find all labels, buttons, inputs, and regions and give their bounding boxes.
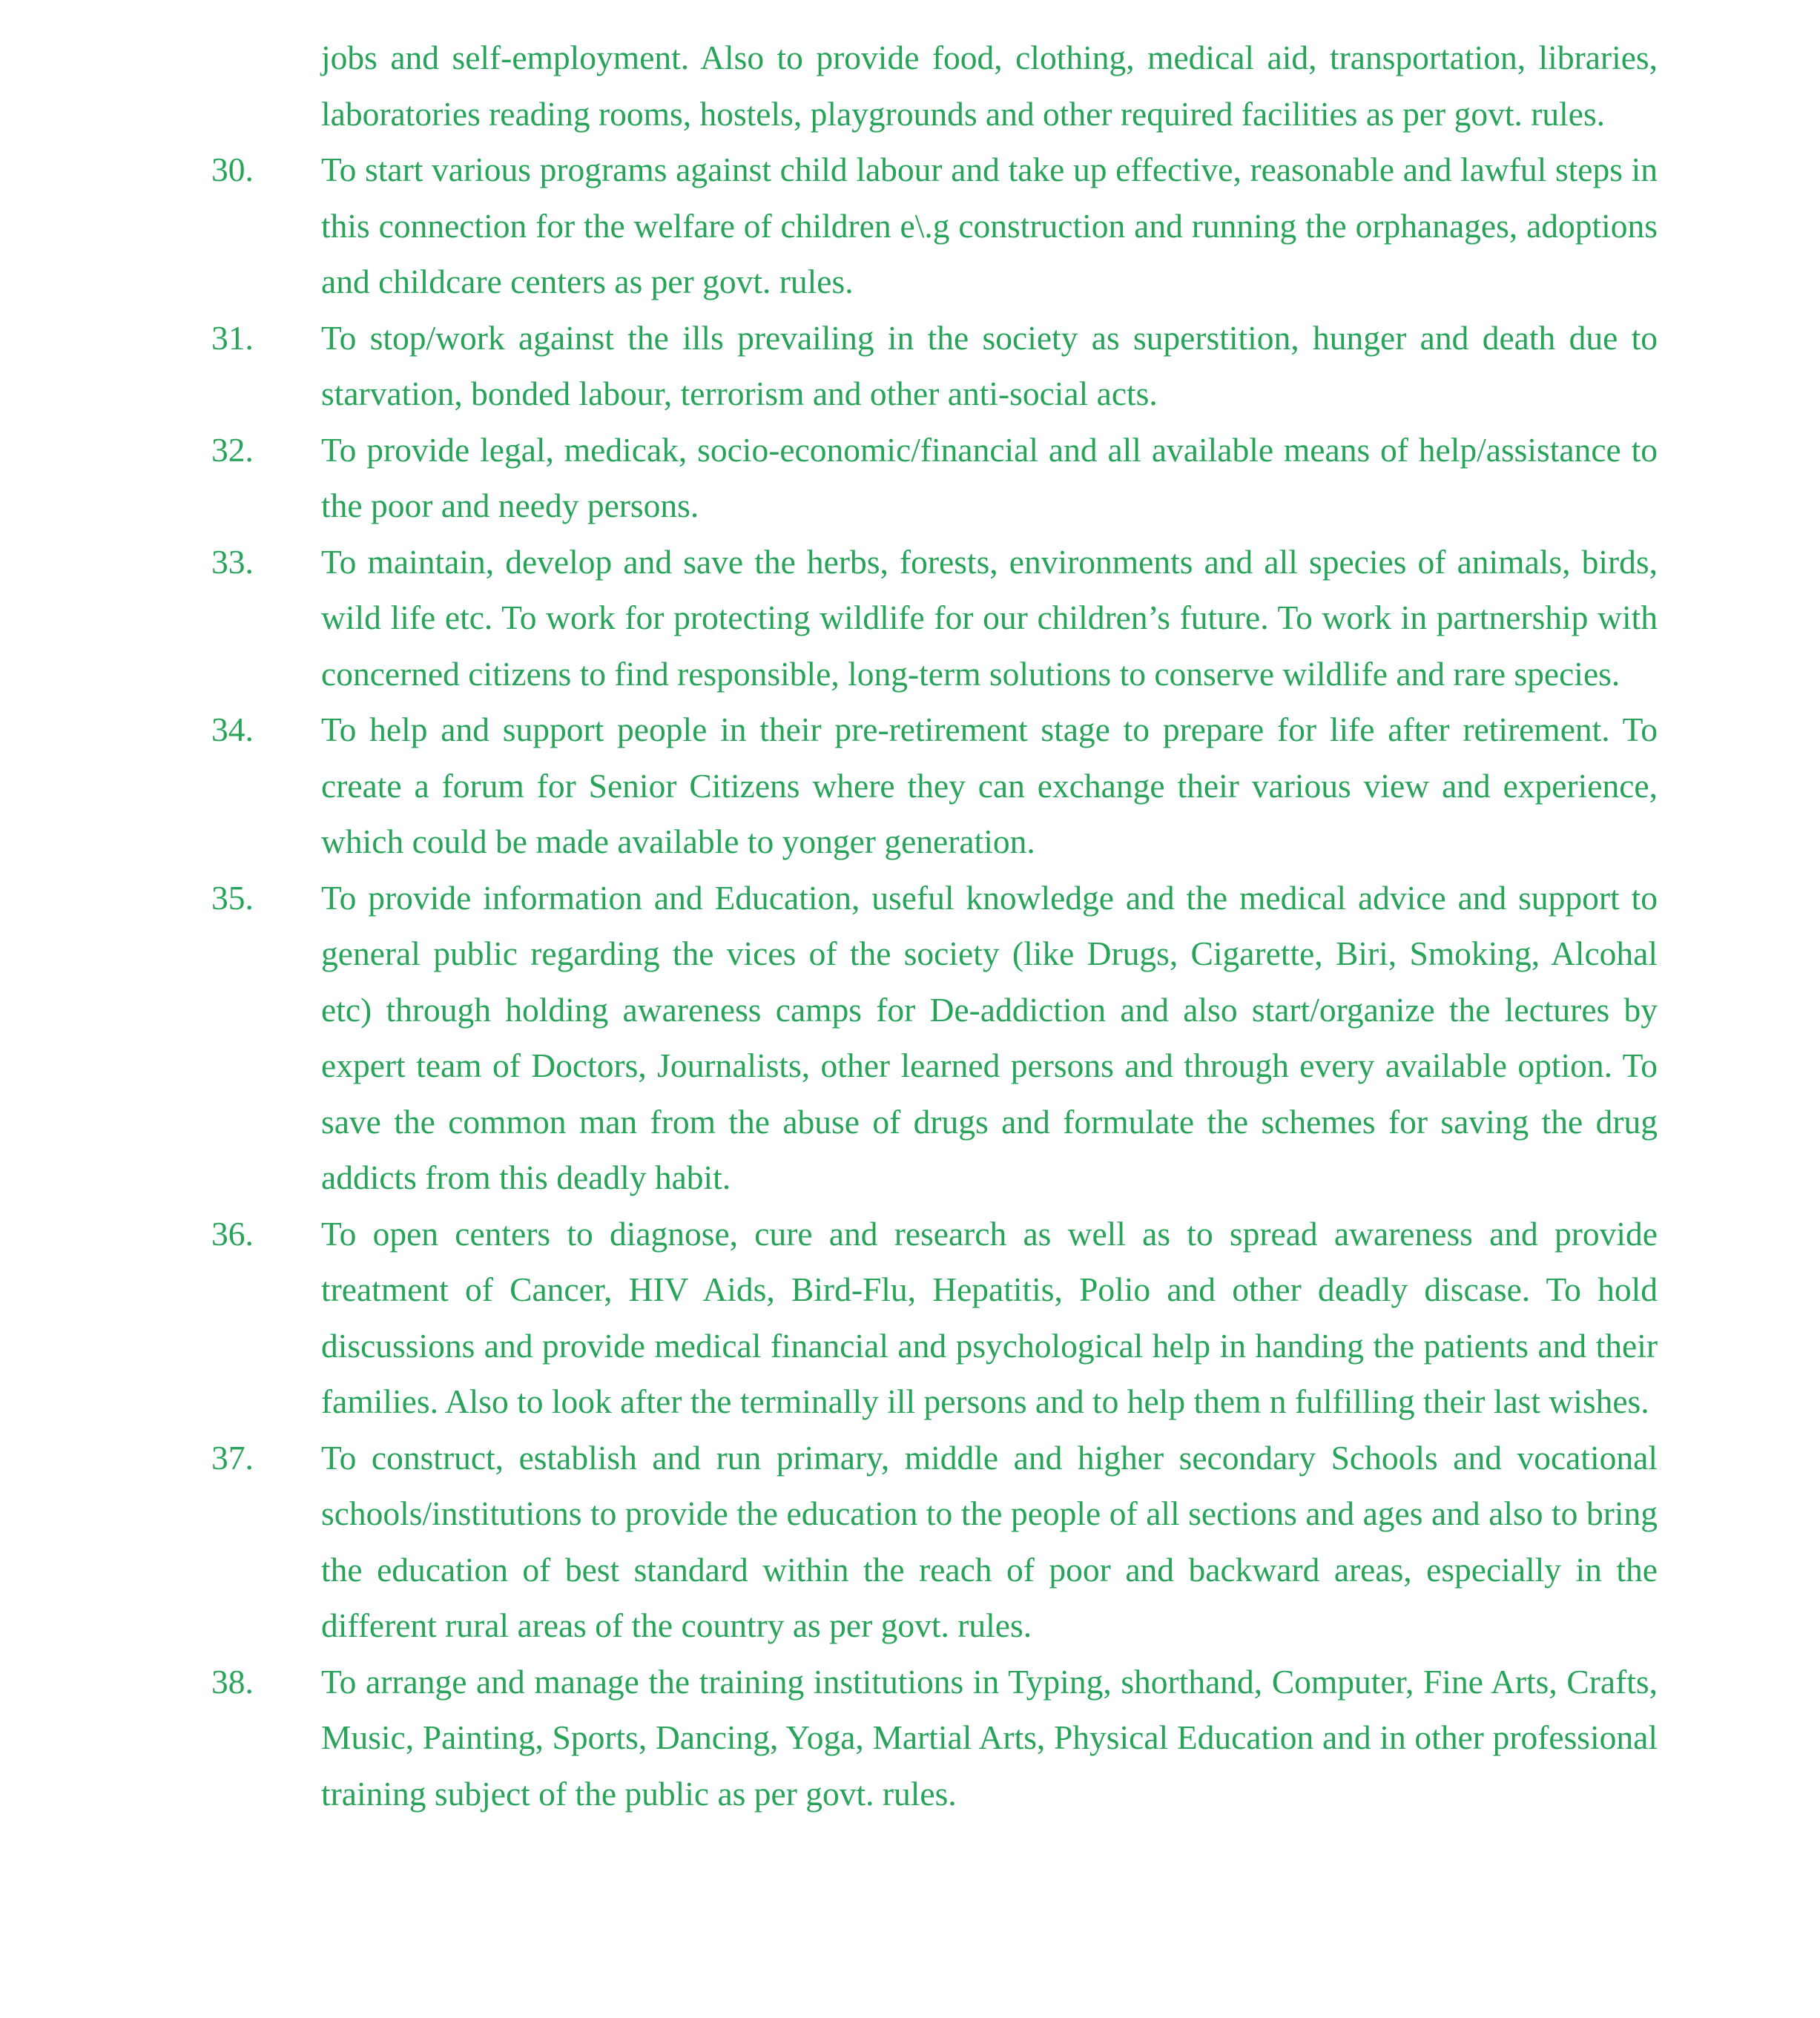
item-text: To open centers to diagnose, cure and research as well as to spread awareness and provide treatment of Cancer, HIV Aids, Bird-Flu, Hepatitis, Polio and other deadly discase. To hold discussions and provide medical financial and psychological help in handing the patients and their families. Also to look after the terminally ill persons and to help them n fulfilling their last wishes. <box>321 1214 1658 1420</box>
continuation-paragraph <box>211 30 1658 142</box>
list-item-37 <box>211 1430 1658 1654</box>
item-number: 34. <box>211 710 254 748</box>
item-text: To stop/work against the ills prevailing in the society as superstition, hunger and death due to starvation, bonded labour, terrorism and other anti-social acts. <box>321 318 1658 412</box>
item-text: To maintain, develop and save the herbs, forests, environments and all species of animals, birds, wild life etc. To work for protecting wildlife for our children’s future. To work in partnership with concerned citizens to find responsible, long-term solutions to conserve wildlife and rare species. <box>321 542 1658 693</box>
list-item-38 <box>211 1654 1658 1822</box>
list-item-32 <box>211 422 1658 534</box>
item-number: 30. <box>211 151 254 188</box>
list-item-33 <box>211 534 1658 702</box>
list-item-31 <box>211 310 1658 422</box>
paragraph-text: jobs and self-employment. Also to provide food, clothing, medical aid, transportation, libraries, laboratories reading rooms, hostels, playgrounds and other required facilities as per govt. rules. <box>321 39 1658 133</box>
item-number: 38. <box>211 1662 254 1701</box>
list-item-36 <box>211 1206 1658 1430</box>
list-item-35 <box>211 870 1658 1206</box>
item-number: 32. <box>211 430 254 469</box>
item-number: 36. <box>211 1214 254 1253</box>
item-number: 31. <box>211 318 254 357</box>
item-text: To provide legal, medicak, socio-economic/financial and all available means of help/assistance to the poor and needy persons. <box>321 430 1658 524</box>
item-number: 37. <box>211 1438 254 1477</box>
item-number: 35. <box>211 878 254 917</box>
document-body <box>211 30 1658 1821</box>
item-text: To construct, establish and run primary, middle and higher secondary Schools and vocational schools/institutions to provide the education to the people of all sections and ages and also to bring the education of best standard within the reach of poor and backward areas, especially in the different rural areas of the country as per govt. rules. <box>321 1438 1658 1644</box>
list-item-30 <box>211 142 1658 310</box>
item-text: To start various programs against child labour and take up effective, reasonable and lawful steps in this connection for the welfare of children e\.g construction and running the orphanages, adoptions and childcare centers as per govt. rules. <box>321 151 1658 300</box>
item-text: To help and support people in their pre-retirement stage to prepare for life after retirement. To create a forum for Senior Citizens where they can exchange their various view and experience, which could be made available to yonger generation. <box>321 710 1658 860</box>
item-text: To provide information and Education, useful knowledge and the medical advice and support to general public regarding the vices of the society (like Drugs, Cigarette, Biri, Smoking, Alcohal etc) through holding awareness camps for De-addiction and also start/organize the lectures by expert team of Doctors, Journalists, other learned persons and through every available option. To save the common man from the abuse of drugs and formulate the schemes for saving the drug addicts from this deadly habit. <box>321 878 1658 1196</box>
item-number: 33. <box>211 542 254 581</box>
list-item-34 <box>211 702 1658 870</box>
item-text: To arrange and manage the training institutions in Typing, shorthand, Computer, Fine Arts, Crafts, Music, Painting, Sports, Dancing, Yoga, Martial Arts, Physical Education and in other professional training subject of the public as per govt. rules. <box>321 1662 1658 1813</box>
